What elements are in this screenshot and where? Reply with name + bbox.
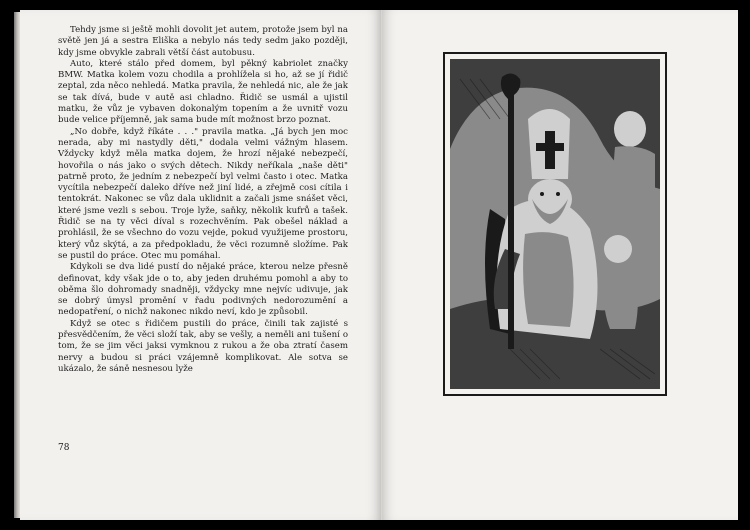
child-body-top [613, 146, 655, 229]
bishop-illustration [450, 59, 660, 389]
bishop-eye-left [540, 192, 544, 196]
robe-front-panel [523, 232, 573, 327]
bishop-face [528, 179, 572, 219]
bishop-eye-right [556, 192, 560, 196]
illustration-frame [443, 52, 667, 396]
child-head-top [614, 111, 646, 147]
page-number: 78 [58, 443, 70, 453]
child-head-bottom [604, 235, 632, 263]
child-body-bottom [603, 263, 638, 329]
paragraph-4: Kdykoli se dva lidé pustí do nějaké práce, kterou nelze přesně definovat, kdy však jde o to, aby jeden druhému pomohl a aby to oběma šlo dohromady snadněji, vždycky mne nejvíc udivuje, jak se dobrý úmysl promění v řadu podivných nedorozumění a nedopatření, o nichž nakonec nikdo neví, kdo je způsobil. [58, 262, 348, 318]
body-text [58, 25, 348, 375]
paragraph-3: „No dobře, když říkáte . . ." pravila matka. „Já bych jen moc nerada, aby mi nastydly děti," dodala velmi vážným hlasem. Vždycky když měla matka dojem, že hrozí nějaké nebezpečí, hovořila o nás jako o svých dětech. Nikdy neříkala „naše děti" patrně proto, že jedním z nebezpečí byl velmi často i otec. Matka vycítila nebezpečí daleko dříve než jiní lidé, a zřejmě cosi cítila i tentokrát. Nakonec se vůz dala uklidnit a začali jsme snášet věci, které jsme vezli s sebou. Troje lyže, saňky, několik kufrů a tašek. Řidič se na ty věci díval s rozechvěním. Pak obešel náklad a prohlásil, že se všechno do vozu vejde, pokud využijeme prostoru, který vůz skýtá, a za předpokladu, že věci rozumně složíme. Pak se pustil do práce. Otec mu pomáhal. [58, 126, 348, 261]
paragraph-2: Auto, které stálo před domem, byl pěkný kabriolet značky BMW. Matka kolem vozu chodila a prohlížela si ho, až se jí řidič zeptal, zda něco nehledá. Matka pravila, že nehledá nic, ale že jak se tak dívá, bude v autě asi chladno. Řidič se usmál a ujistil matku, že vůz je vybaven dokonalým topením a že uvnitř vozu bude velice příjemně, jak sama bude mít možnost brzo poznat. [58, 58, 348, 126]
paragraph-5: Když se otec s řidičem pustili do práce, činili tak zajisté s přesvědčením, že věci složí tak, aby se vešly, a neměli ani tušení o tom, že se jim věci jaksi vymknou z rukou a že oba ztratí časem nervy a budou si práci vzájemně komplikovat. Ale sotva se ukázalo, že sáně nesnesou lyže [58, 318, 348, 374]
paragraph-1: Tehdy jsme si ještě mohli dovolit jet autem, protože jsem byl na světě jen já a sestra Eliška a nebylo nás tedy sedm jako později, kdy jsme obvykle zabrali větší část autobusu. [58, 25, 348, 58]
